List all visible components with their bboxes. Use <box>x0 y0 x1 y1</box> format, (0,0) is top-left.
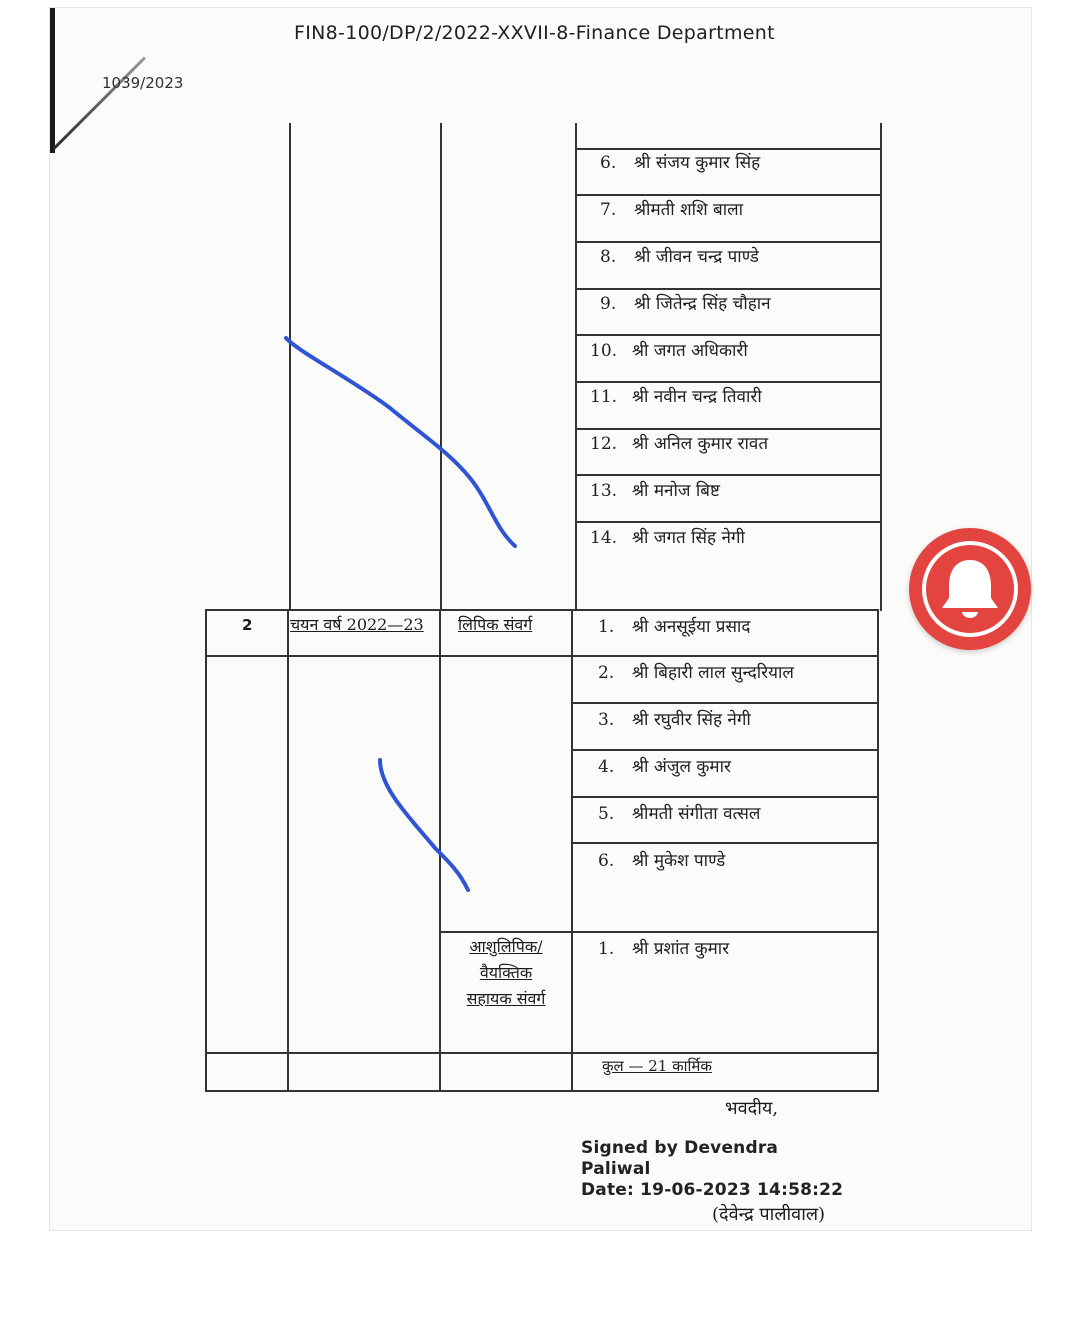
list-item: 3. श्री रघुवीर सिंह नेगी <box>598 710 751 730</box>
list-item: 5. श्रीमती संगीता वत्सल <box>598 804 761 824</box>
list-item: 4. श्री अंजुल कुमार <box>598 757 731 777</box>
list-item: 6. श्री संजय कुमार सिंह <box>600 153 761 173</box>
list-item: 1. श्री अनसूईया प्रसाद <box>598 617 751 637</box>
cadre-label-stenographer: आशुलिपिक/ वैयक्तिक सहायक संवर्ग <box>466 937 546 1008</box>
list-item: 9. श्री जितेन्द्र सिंह चौहान <box>600 294 771 314</box>
document-number: 1039/2023 <box>102 74 184 92</box>
closing-salutation: भवदीय, <box>725 1098 779 1119</box>
signatory-name: (देवेन्द्र पालीवाल) <box>712 1204 826 1225</box>
pen-stroke <box>380 760 468 890</box>
selection-year: चयन वर्ष 2022—23 <box>290 615 424 634</box>
digital-signature-block: Signed by Devendra Paliwal Date: 19-06-2023 14:58:22 <box>581 1138 844 1200</box>
list-item: 12. श्री अनिल कुमार रावत <box>590 434 769 454</box>
cadre-label: लिपिक संवर्ग <box>458 615 533 634</box>
pen-stroke <box>286 338 515 546</box>
list-item: 11. श्री नवीन चन्द्र तिवारी <box>590 387 762 407</box>
document-page <box>50 8 1031 1230</box>
list-item: 1. श्री प्रशांत कुमार <box>598 939 730 959</box>
bell-icon <box>909 528 1031 650</box>
serial-number: 2 <box>242 616 253 634</box>
notification-button[interactable] <box>909 528 1031 650</box>
list-item: 6. श्री मुकेश पाण्डे <box>598 851 726 871</box>
total-count: कुल — 21 कार्मिक <box>602 1057 712 1075</box>
list-item: 10. श्री जगत अधिकारी <box>590 341 748 361</box>
list-item: 2. श्री बिहारी लाल सुन्दरियाल <box>598 663 794 683</box>
list-item: 14. श्री जगत सिंह नेगी <box>590 528 745 548</box>
list-item: 7. श्रीमती शशि बाला <box>600 200 744 220</box>
list-item: 8. श्री जीवन चन्द्र पाण्डे <box>600 247 759 267</box>
file-reference: FIN8-100/DP/2/2022-XXVII-8-Finance Department <box>294 22 775 44</box>
list-item: 13. श्री मनोज बिष्ट <box>590 481 720 501</box>
pen-strokes <box>50 8 1031 1230</box>
